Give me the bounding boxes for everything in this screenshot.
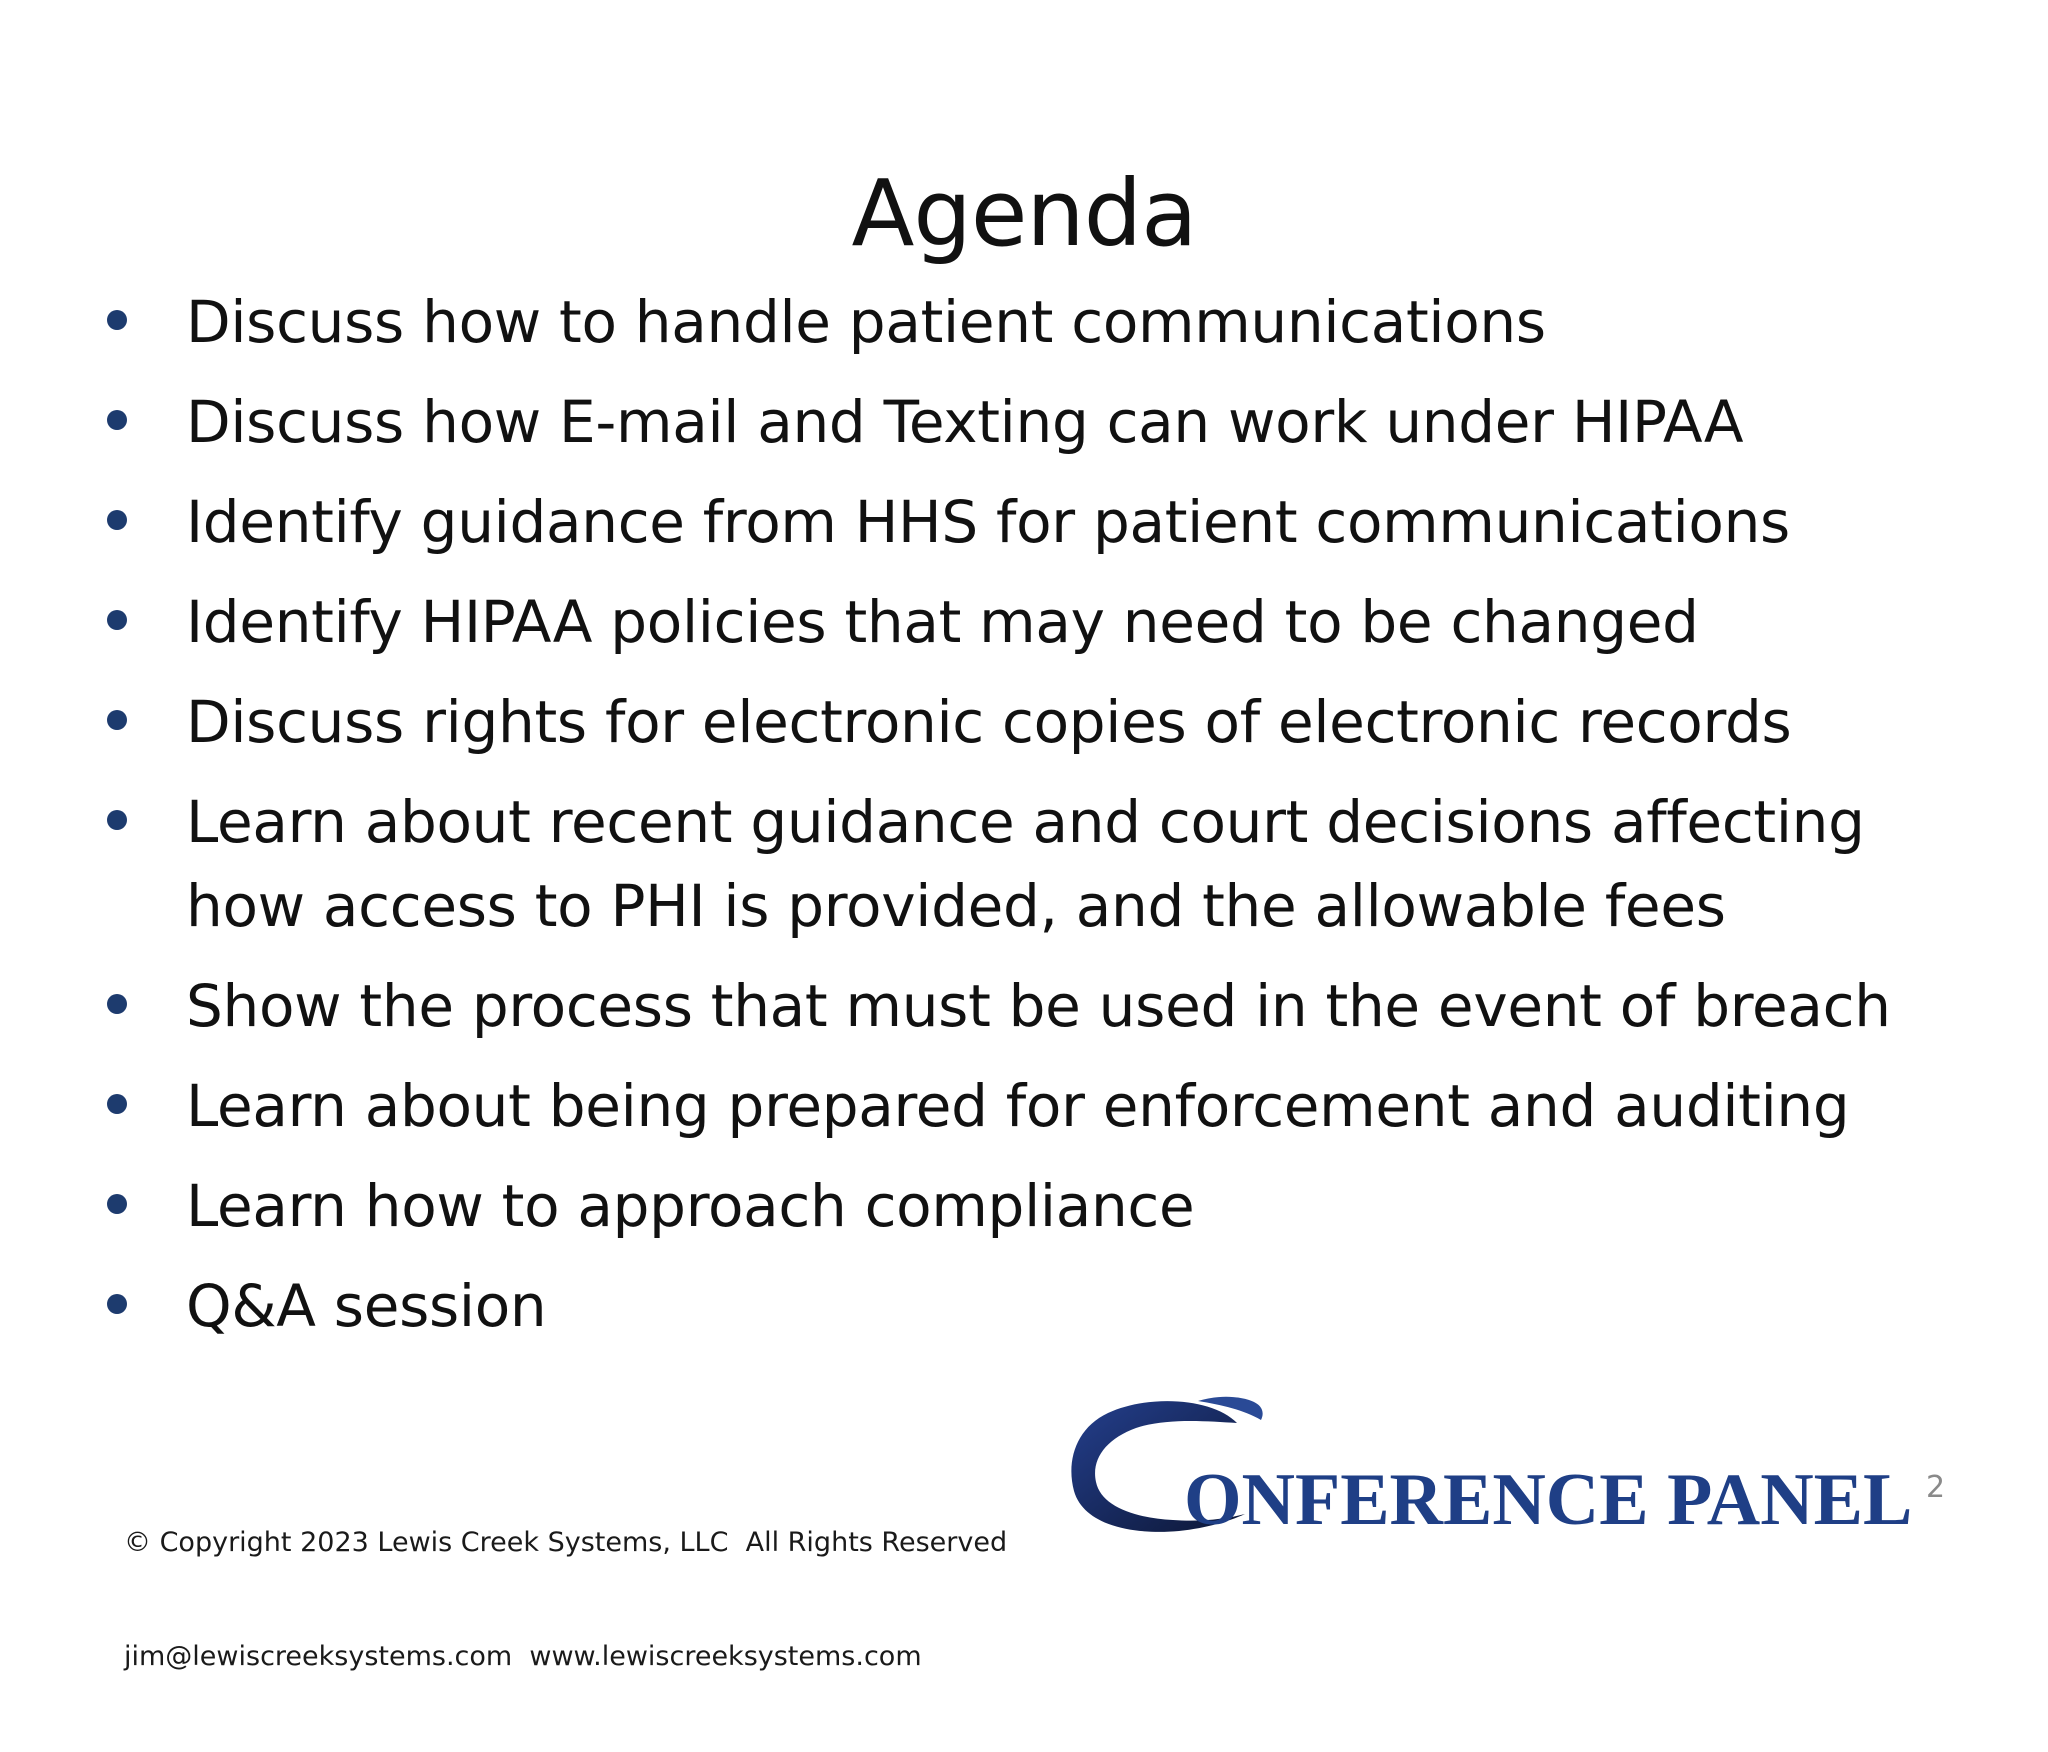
bullet-icon	[107, 1194, 127, 1214]
agenda-item-text: Learn about recent guidance and court decisions affecting how access to PHI is provided, and the allowable fees	[186, 788, 1865, 940]
bullet-icon	[107, 994, 127, 1014]
copyright-text: © Copyright 2023 Lewis Creek Systems, LLC All Rights Reserved	[124, 1527, 1008, 1558]
agenda-item-text: Discuss rights for electronic copies of electronic records	[186, 688, 1792, 756]
bullet-icon	[107, 810, 127, 830]
agenda-item-text: Show the process that must be used in the event of breach	[186, 972, 1891, 1040]
contact-text: jim@lewiscreeksystems.com www.lewiscreeksystems.com	[124, 1641, 922, 1672]
slide-title: Agenda	[851, 159, 1197, 267]
bullet-icon	[107, 710, 127, 730]
page-number: 2	[1926, 1470, 1946, 1505]
agenda-item-text: Identify guidance from HHS for patient communications	[186, 488, 1790, 556]
agenda-item-text: Learn about being prepared for enforcement and auditing	[186, 1072, 1850, 1140]
agenda-item-text: Discuss how E-mail and Texting can work under HIPAA	[186, 388, 1744, 456]
bullet-icon	[107, 410, 127, 430]
agenda-item-text: Learn how to approach compliance	[186, 1172, 1195, 1240]
agenda-item-text: Identify HIPAA policies that may need to be changed	[186, 588, 1699, 656]
footer-copyright	[124, 1448, 1007, 1752]
logo-text: ONFERENCE PANEL	[1184, 1459, 1913, 1541]
agenda-item-text: Discuss how to handle patient communications	[186, 288, 1546, 356]
conference-panel-logo	[1064, 1390, 1913, 1541]
bullet-icon	[107, 1294, 127, 1314]
bullet-icon	[107, 610, 127, 630]
bullet-icon	[107, 510, 127, 530]
agenda-item-text: Q&A session	[186, 1272, 547, 1340]
bullet-icon	[107, 310, 127, 330]
bullet-icon	[107, 1094, 127, 1114]
